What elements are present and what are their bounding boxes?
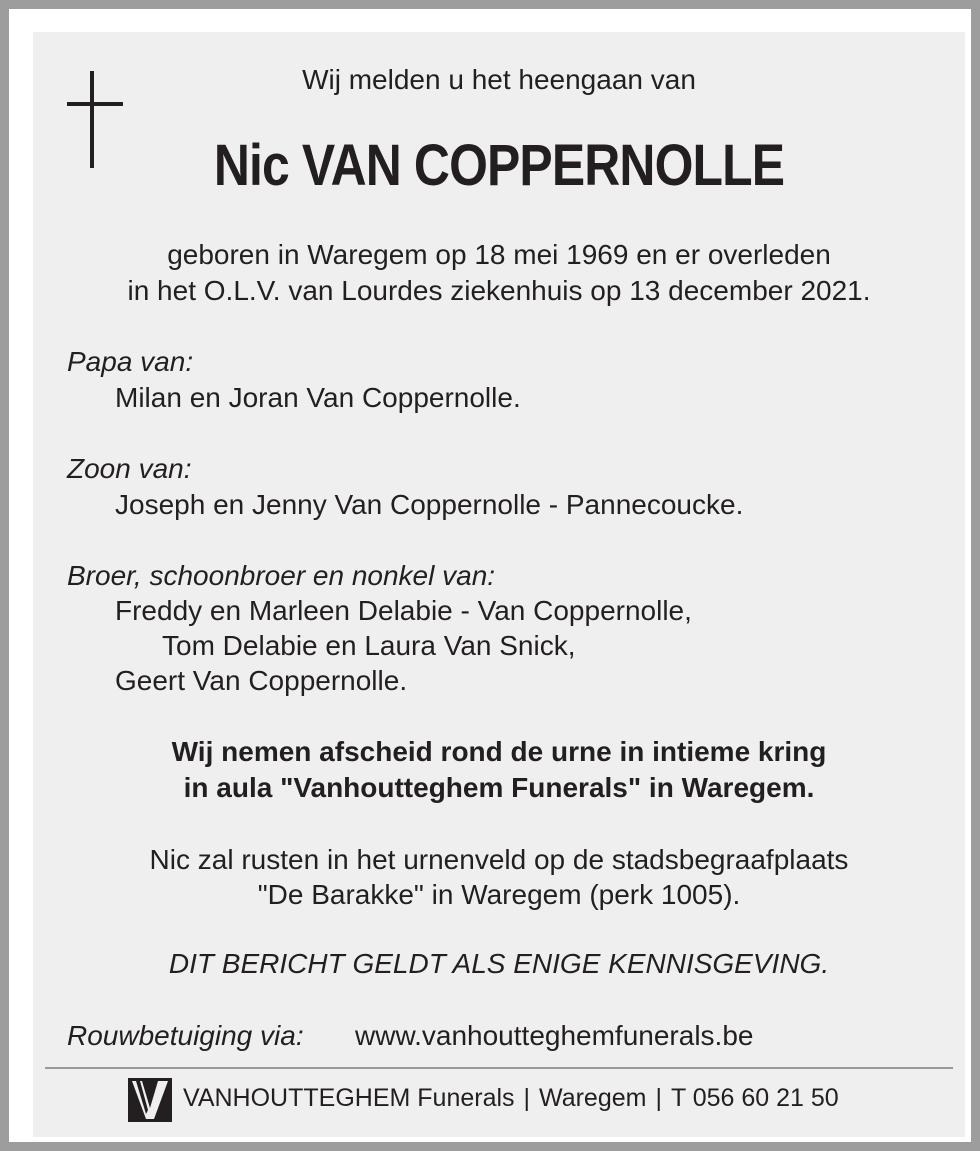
farewell-line-1: Wij nemen afscheid rond de urne in intieme kring xyxy=(171,736,827,767)
rest-line-2: "De Barakke" in Waregem (perk 1005). xyxy=(257,879,741,910)
farewell-line-2: in aula "Vanhoutteghem Funerals" in Waregem. xyxy=(183,772,815,803)
footer-phone: T 056 60 21 50 xyxy=(670,1084,839,1112)
footer-separator: | xyxy=(523,1084,531,1112)
cross-icon-bar xyxy=(67,102,123,106)
footer-city: Waregem xyxy=(539,1084,647,1112)
notice-statement: DIT BERICHT GELDT ALS ENIGE KENNISGEVING. xyxy=(168,948,830,979)
condolence-url[interactable]: www.vanhoutteghemfunerals.be xyxy=(355,1020,754,1051)
zoon-names: Joseph en Jenny Van Coppernolle - Pannecoucke. xyxy=(115,489,744,520)
intro-text: Wij melden u het heengaan van xyxy=(302,64,696,95)
condolence-label: Rouwbetuiging via: xyxy=(67,1020,304,1051)
notice-panel xyxy=(33,32,965,1137)
vanhoutteghem-logo-icon xyxy=(128,1078,172,1122)
broer-name-2: Tom Delabie en Laura Van Snick, xyxy=(162,630,576,661)
footer-divider xyxy=(45,1067,953,1069)
rest-line-1: Nic zal rusten in het urnenveld op de stadsbegraafplaats xyxy=(149,844,849,875)
birth-line-2: in het O.L.V. van Lourdes ziekenhuis op 13 december 2021. xyxy=(127,275,871,306)
footer-info xyxy=(183,1084,839,1113)
broer-label: Broer, schoonbroer en nonkel van: xyxy=(67,560,496,591)
footer-company: VANHOUTTEGHEM Funerals xyxy=(183,1084,515,1112)
birth-line-1: geboren in Waregem op 18 mei 1969 en er overleden xyxy=(167,239,831,270)
papa-names: Milan en Joran Van Coppernolle. xyxy=(115,382,521,413)
broer-name-1: Freddy en Marleen Delabie - Van Coppernolle, xyxy=(115,595,692,626)
zoon-label: Zoon van: xyxy=(67,453,192,484)
broer-name-3: Geert Van Coppernolle. xyxy=(115,665,408,696)
deceased-name: Nic VAN COPPERNOLLE xyxy=(213,133,785,198)
footer-separator: | xyxy=(655,1084,662,1112)
papa-label: Papa van: xyxy=(67,346,194,377)
notice-card xyxy=(9,9,971,1142)
